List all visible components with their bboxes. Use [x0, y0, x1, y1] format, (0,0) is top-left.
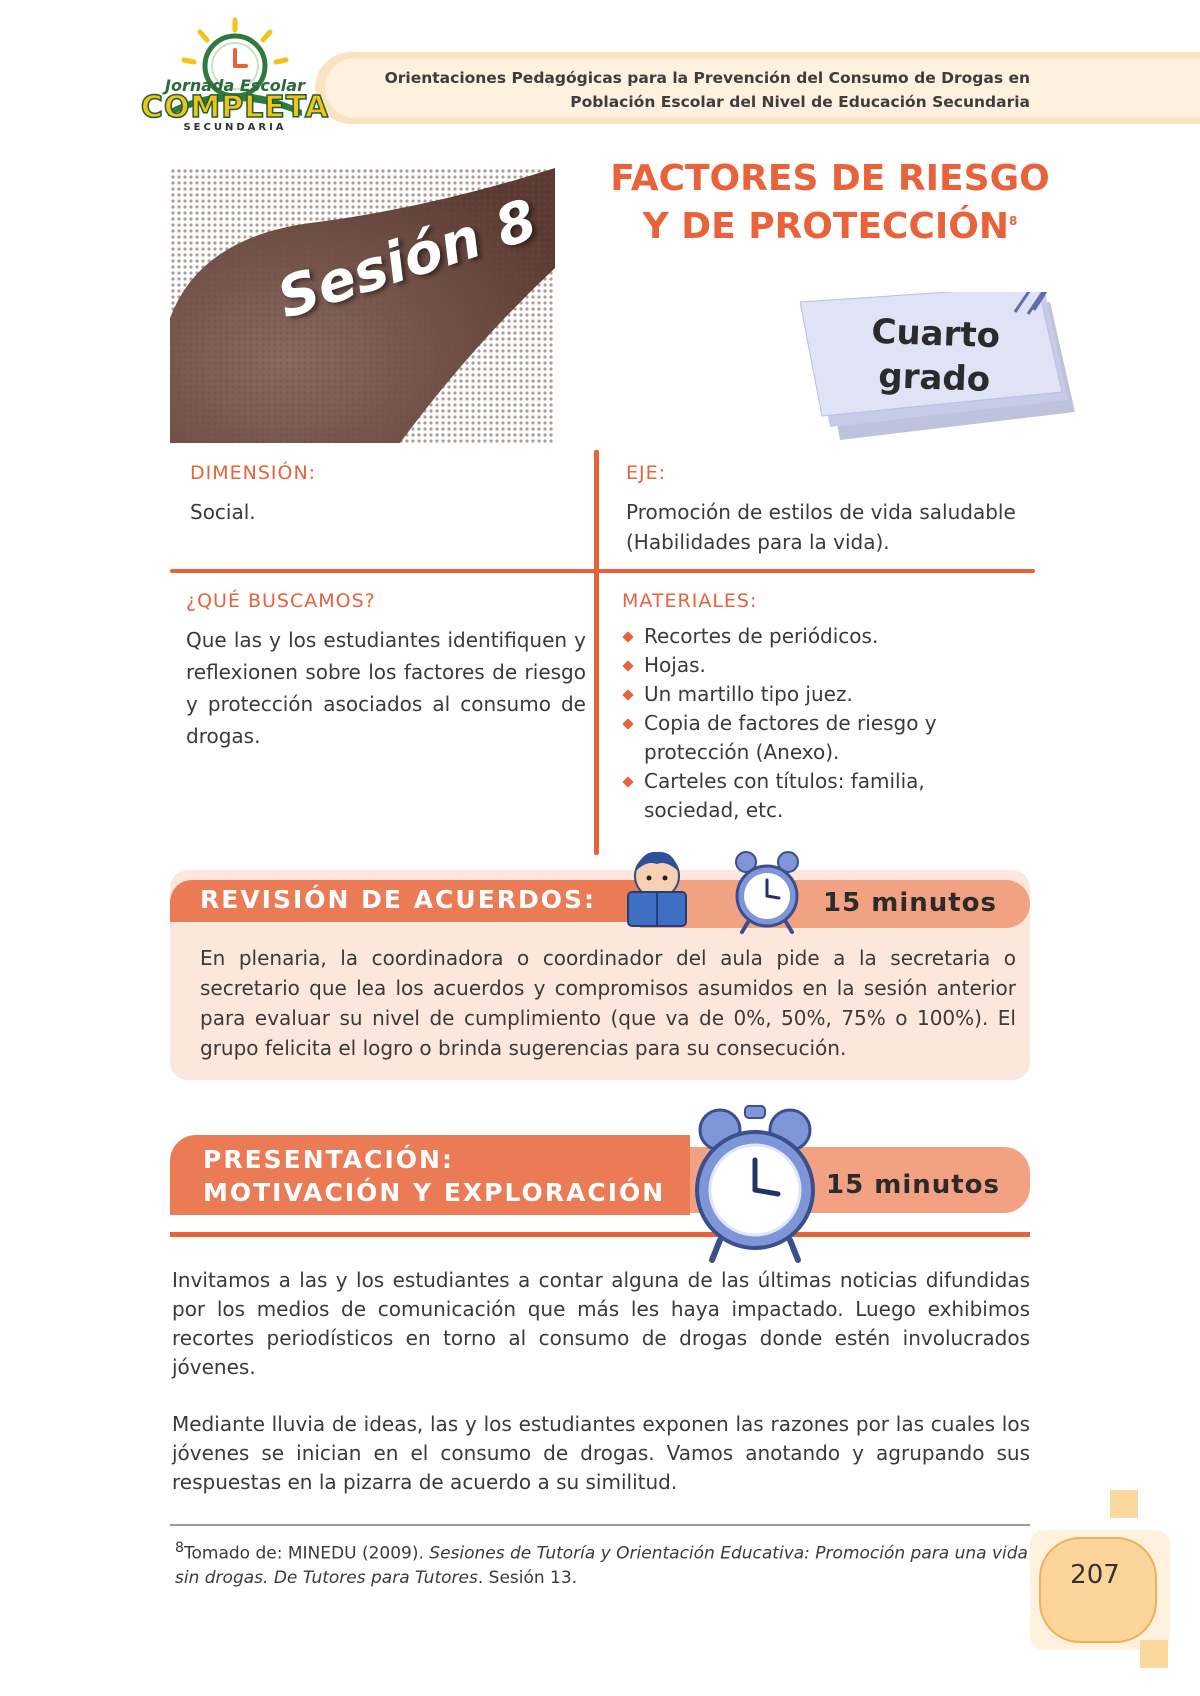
list-item-text: Copia de factores de riesgo y protección (Anexo). — [644, 711, 937, 764]
title-footnote-ref: 8 — [1009, 214, 1018, 228]
bullet-diamond-icon — [622, 631, 633, 642]
list-item — [622, 651, 1002, 680]
logo-line-1: Jornada Escolar — [165, 76, 305, 95]
footnote-source: Tomado de: MINEDU (2009). — [184, 1543, 430, 1564]
dimension-value: Social. — [190, 500, 256, 524]
session-title-line-1: FACTORES DE RIESGO — [610, 158, 1050, 199]
presentacion-title-line-1: PRESENTACIÓN: — [203, 1145, 454, 1174]
presentacion-title-line-2: MOTIVACIÓN Y EXPLORACIÓN — [203, 1178, 666, 1207]
bullet-diamond-icon — [622, 776, 633, 787]
eje-label: EJE: — [626, 462, 667, 484]
grade-line-2: grado — [877, 356, 991, 400]
list-item — [622, 622, 1002, 651]
session-label: Sesión 8 — [270, 187, 545, 332]
list-item — [622, 709, 1002, 767]
session-title-line-2-text: Y DE PROTECCIÓN — [642, 206, 1010, 247]
logo-line-3: SECUNDARIA — [183, 122, 287, 133]
session-title — [580, 158, 1080, 248]
revision-text: En plenaria, la coordinadora o coordinador del aula pide a la secretaria o secretario que lea los acuerdos y compromisos asumidos en la sesión anterior para evaluar su nivel de cumplimiento (que va de 0%, 50%, 75% o 100%). El grupo felicita el logro o brinda sugerencias para su consecución. — [200, 946, 1016, 1060]
header-line-2: Población Escolar del Nivel de Educación Secundaria — [570, 93, 1030, 111]
header-title — [340, 66, 1030, 114]
presentacion-paragraph-1: Invitamos a las y los estudiantes a contar alguna de las últimas noticias difundidas por los medios de comunicación que más les haya impactado. Luego exhibimos recortes periodísticos en torno al consumo de drogas donde estén involucrados jóvenes. — [172, 1268, 1030, 1379]
presentacion-underline — [170, 1232, 1030, 1237]
alarm-clock-large-icon — [690, 1098, 820, 1268]
list-item-text: Hojas. — [644, 653, 706, 677]
footnote — [175, 1536, 1035, 1590]
dimension-label: DIMENSIÓN: — [190, 462, 317, 484]
alarm-clock-icon — [732, 848, 802, 936]
bullet-diamond-icon — [622, 689, 633, 700]
footnote-title: Sesiones de Tutoría y Orientación Educativa: Promoción para una vida sin drogas. De Tutores para Tutores — [175, 1543, 1028, 1588]
footnote-session: . Sesión 13. — [477, 1567, 578, 1588]
vertical-divider — [594, 450, 599, 855]
list-item — [622, 680, 1002, 709]
list-item-text: Recortes de periódicos. — [644, 624, 879, 648]
presentacion-minutes: 15 minutos — [826, 1170, 1001, 1200]
buscamos-value: Que las y los estudiantes identifiquen y reflexionen sobre los factores de riesgo y protección asociados al consumo de drogas. — [186, 628, 586, 748]
revision-title: REVISIÓN DE ACUERDOS: — [200, 885, 597, 914]
footnote-divider — [170, 1524, 1030, 1526]
page-number-decoration — [1030, 1490, 1200, 1696]
reading-child-icon — [622, 848, 692, 928]
presentacion-title — [203, 1143, 665, 1209]
buscamos-label: ¿QUÉ BUSCAMOS? — [186, 590, 376, 612]
grade-label — [849, 309, 1022, 403]
list-item — [622, 767, 1002, 825]
bullet-diamond-icon — [622, 718, 633, 729]
logo-line-2: COMPLETA — [140, 90, 330, 125]
materiales-label: MATERIALES: — [622, 590, 758, 612]
materiales-list — [622, 622, 1002, 825]
grade-line-1: Cuarto — [870, 311, 1001, 357]
horizontal-divider — [170, 569, 1035, 573]
list-item-text: Un martillo tipo juez. — [644, 682, 853, 706]
presentacion-paragraph-2: Mediante lluvia de ideas, las y los estudiantes exponen las razones por las cuales los jóvenes se inician en el consumo de drogas. Vamos anotando y agrupando sus respuestas en la pizarra de acuerdo a su similitud. — [172, 1412, 1030, 1494]
bullet-diamond-icon — [622, 660, 633, 671]
footnote-number: 8 — [175, 1540, 185, 1556]
revision-minutes: 15 minutos — [823, 888, 998, 918]
session-title-line-2 — [580, 200, 1080, 248]
page-number: 207 — [1070, 1560, 1120, 1590]
header-line-1: Orientaciones Pedagógicas para la Prevención del Consumo de Drogas en — [384, 69, 1030, 87]
eje-value: Promoción de estilos de vida saludable (Habilidades para la vida). — [626, 500, 1016, 554]
list-item-text: Carteles con títulos: familia, sociedad, etc. — [644, 769, 925, 822]
